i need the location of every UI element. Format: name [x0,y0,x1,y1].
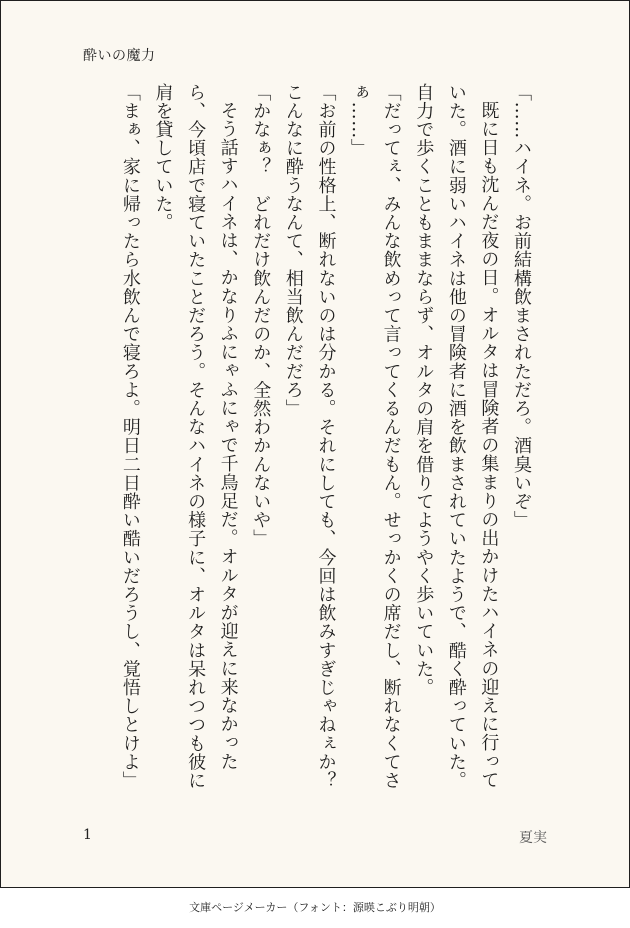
vertical-body-text [113,83,537,809]
paragraph: 「だってぇ、みんな飲めって言ってくるんだもん。せっかくの席だし、断れなくてさぁ……」 [348,83,402,790]
paragraph: 「まぁ、家に帰ったら水飲んで寝ろよ。明日二日酔い酷いだろうし、覚悟しとけよ」 [119,83,141,790]
paragraph: 「……ハイネ。お前結構飲まされただろ。酒臭いぞ」 [511,83,532,530]
page-number: 1 [83,827,92,843]
author-name: 夏実 [519,830,547,846]
paragraph: 「かなぁ？ どれだけ飲んだのか、全然わかんないや」 [250,83,272,548]
page-title: 酔いの魔力 [83,48,156,64]
paragraph: 「お前の性格上、断れないのは分かる。それにしても、今回は飲みすぎじゃねぇか？ こんなに酔うなんて、相当飲んだだろ」 [282,83,337,809]
paragraph: そう話すハイネは、かなりふにゃふにゃで千鳥足だ。オルタが迎えに来なかったら、今頃店で寝ていたことだろう。そんなハイネの様子に、オルタは呆れつつも彼に肩を貸していた。 [152,83,239,790]
footer-caption: 文庫ページメーカー（フォント：源暎こぶり明朝） [189,901,441,914]
paragraph: 既に日も沈んだ夜の日。オルタは冒険者の集まりの出かけたハイネの迎えに行っていた。酒に弱いハイネは他の冒険者に酒を飲まされていたようで、酷く酔っていた。自力で歩くこともままならず、オルタの肩を借りてようやく歩いていた。 [413,83,500,790]
